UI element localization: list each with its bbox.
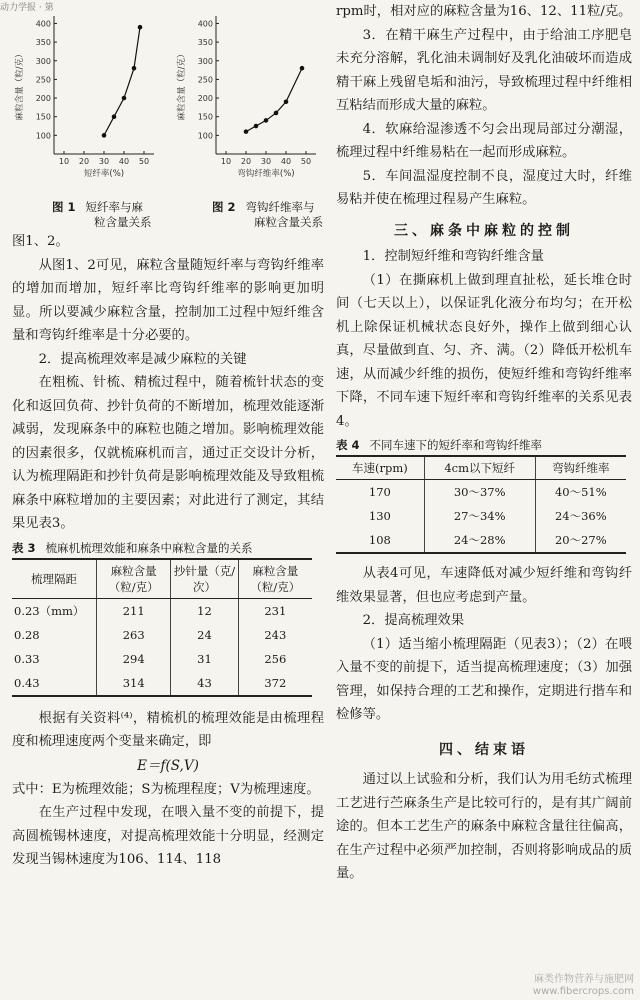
y-tick-label: 400 bbox=[197, 19, 213, 29]
figure-2-chart bbox=[176, 4, 326, 184]
heading-comb-efficiency: 2．提高梳理效率是减少麻粒的关键 bbox=[38, 351, 247, 367]
right-column bbox=[336, 0, 632, 886]
formula: E＝f(S,V) bbox=[137, 757, 199, 774]
data-point bbox=[112, 114, 117, 119]
data-point bbox=[254, 124, 259, 129]
table-4-caption bbox=[336, 437, 632, 453]
table-3-header: 抄针量（克/次） bbox=[171, 559, 238, 599]
figure-2-caption bbox=[212, 200, 323, 230]
paragraph-comb-factors: 在粗梳、针梳、精梳过程中，随着梳针状态的变化和返回负荷、抄针负荷的不断增加，梳理效能逐渐减弱，发现麻条中的麻粒也随之增加。影响梳理效能的因素很多，仅就梳麻机而言，通过正交设计分析，认为梳理隔距和抄针负荷是影响梳理效能及导致粗梳麻条中麻粒增加的主要因素；对此进行了测定，其结果见表3。 bbox=[12, 375, 324, 531]
y-tick-label: 400 bbox=[35, 19, 51, 29]
table-3-header: 麻粒含量（粒/克） bbox=[238, 559, 312, 599]
paragraph-conclusion: 通过以上试验和分析，我们认为用毛纺式梳理工艺进行苎麻条生产是比较可行的，是有其广阔前途的。但本工艺生产的麻条中麻粒含量往往偏高，在生产过程中必须严加控制，否则将影响成品的质量。 bbox=[336, 772, 632, 881]
data-point bbox=[132, 66, 137, 71]
watermark-line1: 麻类作物营养与施肥网 bbox=[534, 974, 634, 985]
table-cell: 27～34% bbox=[424, 504, 535, 528]
series-line bbox=[104, 27, 140, 135]
figure-2-caption-line1: 弯钩纤维率与 bbox=[245, 200, 315, 214]
table-cell: 108 bbox=[336, 528, 424, 553]
y-tick-label: 300 bbox=[197, 56, 213, 66]
x-axis-label: 短纤率(%) bbox=[83, 169, 125, 179]
table-4-header: 车速(rpm) bbox=[336, 456, 424, 480]
x-tick-label: 10 bbox=[220, 157, 232, 166]
figures bbox=[12, 0, 324, 230]
figure-2-number: 图 2 bbox=[212, 200, 236, 214]
table-cell: 20～27% bbox=[535, 528, 626, 553]
table-cell: 130 bbox=[368, 509, 391, 523]
table-cell: 263 bbox=[97, 623, 171, 647]
header-strip: 动力学报 · 第 bbox=[0, 3, 54, 13]
table-4-title: 不同车速下的短纤率和弯钩纤维率 bbox=[369, 438, 543, 452]
y-tick-label: 100 bbox=[35, 131, 51, 141]
table-cell: 314 bbox=[97, 671, 171, 696]
y-tick-label: 200 bbox=[197, 94, 213, 104]
data-point bbox=[244, 129, 249, 134]
table-row bbox=[12, 647, 312, 671]
paragraph-control-measures: （1）在撕麻机上做到理直扯松，延长堆仓时间（七天以上），以保证乳化液分布均匀；在开松机上除保证机械状态良好外，操作上做到细心认真，尽量做到直、匀、齐、满。（2）降低开松机车速，从而减少纤维的损伤，使短纤维和弯钩纤维率下降，不同车速下短纤率和弯钩纤维率的关系见表4。 bbox=[336, 272, 632, 429]
table-4-header: 4cm以下短纤 bbox=[424, 456, 535, 480]
table-row bbox=[336, 504, 626, 528]
x-tick-label: 40 bbox=[118, 157, 130, 166]
paragraph-formula-legend: 式中：E为梳理效能；S为梳理程度；V为梳理速度。 bbox=[12, 781, 320, 797]
table-3 bbox=[12, 558, 312, 697]
section-heading-4: 四、结束语 bbox=[439, 741, 529, 758]
heading-control-fibers: 1．控制短纤维和弯钩纤维含量 bbox=[362, 249, 544, 264]
paragraph-point-3: 3．在精干麻生产过程中，由于给油工序肥皂未充分溶解，乳化油未调制好及乳化油破坏而造成精干麻上残留皂垢和油污，导致梳理过程中纤维相互粘结而形成大量的麻粒。 bbox=[336, 27, 632, 113]
x-tick-label: 40 bbox=[280, 157, 292, 166]
data-point bbox=[122, 96, 127, 101]
y-tick-label: 200 bbox=[35, 94, 51, 104]
table-row bbox=[336, 480, 626, 505]
data-point bbox=[138, 25, 143, 30]
data-point bbox=[274, 111, 279, 116]
figure-1-caption-line1: 短纤率与麻 bbox=[85, 200, 144, 214]
y-tick-label: 150 bbox=[197, 112, 213, 122]
y-tick-label: 350 bbox=[197, 38, 213, 48]
x-tick-label: 50 bbox=[138, 157, 150, 166]
table-cell: 243 bbox=[238, 623, 312, 647]
figure-2-caption-line2: 麻粒含量关系 bbox=[254, 215, 323, 229]
table-row bbox=[12, 623, 312, 647]
paragraph-reference: 根据有关资料⁽⁴⁾，精梳机的梳理效能是由梳理程度和梳理速度两个变量来确定，即 bbox=[12, 710, 324, 749]
x-tick-label: 10 bbox=[58, 157, 70, 166]
table-row bbox=[336, 528, 626, 553]
table-3-title: 梳麻机梳理效能和麻条中麻粒含量的关系 bbox=[45, 540, 253, 555]
y-tick-label: 350 bbox=[35, 38, 51, 48]
table-cell: 256 bbox=[238, 647, 312, 671]
table-3-header: 麻粒含量（粒/克） bbox=[97, 559, 171, 599]
table-cell: 43 bbox=[171, 671, 238, 696]
table-4-header: 弯钩纤维率 bbox=[535, 456, 626, 480]
paragraph-figures-conclusion: 从图1、2可见，麻粒含量随短纤率与弯钩纤维率的增加而增加，短纤率比弯钩纤维率的影响更加明显。所以要减少麻粒含量，控制加工过程中短纤维含量和弯钩纤维率是十分必要的。 bbox=[12, 257, 324, 343]
watermark bbox=[533, 974, 634, 998]
table-3-number: 表 3 bbox=[12, 540, 36, 555]
y-tick-label: 250 bbox=[197, 75, 213, 85]
x-tick-label: 20 bbox=[240, 157, 252, 166]
table-4-number: 表 4 bbox=[336, 438, 360, 452]
paragraph-point-5: 5．车间温湿度控制不良，湿度过大时，纤维易粘并使在梳理过程易产生麻粒。 bbox=[336, 168, 632, 207]
table-cell: 12 bbox=[171, 598, 238, 623]
table-cell: 31 bbox=[171, 647, 238, 671]
y-tick-label: 250 bbox=[35, 75, 51, 85]
figure-1-caption-line2: 粒含量关系 bbox=[94, 215, 152, 229]
x-axis-label: 弯钩纤维率(%) bbox=[237, 169, 295, 179]
table-cell: 40～51% bbox=[535, 480, 626, 505]
data-point bbox=[300, 66, 305, 71]
y-tick-label: 150 bbox=[35, 112, 51, 122]
table-cell: 0.43 bbox=[12, 671, 97, 696]
table-cell: 30～37% bbox=[424, 480, 535, 505]
paragraph-point-4: 4．软麻给湿渗透不匀会出现局部过分潮湿，梳理过程中纤维易粘在一起而形成麻粒。 bbox=[336, 121, 632, 160]
table-cell: 294 bbox=[97, 647, 171, 671]
table-cell: 372 bbox=[238, 671, 312, 696]
data-point bbox=[284, 99, 289, 104]
y-axis-label: 麻粒含量（粒/克） bbox=[177, 49, 187, 121]
paragraph-cylinder-speed: 在生产过程中发现，在喂入量不变的前提下，提高圆梳锡林速度，对提高梳理效能十分明显，经测定发现当锡林速度为106、114、118 bbox=[12, 805, 324, 867]
heading-improve-combing: 2．提高梳理效果 bbox=[362, 613, 465, 628]
table-cell: 0.23（mm） bbox=[14, 603, 85, 618]
paragraph-improve-measures: （1）适当缩小梳理隔距（见表3）；（2）在喂入量不变的前提下，适当提高梳理速度；（3）加强管理，如保持合理的工艺和操作，定期进行揩车和检修等。 bbox=[336, 636, 632, 722]
y-tick-label: 100 bbox=[197, 131, 213, 141]
x-tick-label: 30 bbox=[98, 157, 110, 166]
left-column bbox=[12, 0, 324, 872]
table-4 bbox=[336, 455, 626, 554]
y-axis-label: 麻粒含量（粒/克） bbox=[15, 49, 25, 121]
table-cell: 231 bbox=[238, 598, 312, 623]
figure-1-chart bbox=[14, 4, 164, 184]
table-cell: 0.28 bbox=[14, 627, 40, 642]
table-row bbox=[12, 671, 312, 696]
data-point bbox=[264, 118, 269, 123]
y-tick-label: 300 bbox=[35, 56, 51, 66]
paragraph-table-4-conclusion: 从表4可见，车速降低对减少短纤维和弯钩纤维效果显著，但也应考虑到产量。 bbox=[336, 566, 632, 605]
data-point bbox=[102, 133, 107, 138]
series-line bbox=[246, 68, 302, 131]
section-heading-3: 三、麻条中麻粒的控制 bbox=[394, 222, 574, 239]
table-cell: 0.33 bbox=[14, 651, 40, 666]
x-tick-label: 20 bbox=[78, 157, 90, 166]
figure-reference: 图1、2。 bbox=[12, 234, 69, 249]
table-cell: 211 bbox=[97, 598, 171, 623]
table-cell: 24 bbox=[171, 623, 238, 647]
x-tick-label: 30 bbox=[260, 157, 272, 166]
table-cell: 24～28% bbox=[424, 528, 535, 553]
figure-1-number: 图 1 bbox=[52, 200, 76, 214]
table-3-header: 梳理隔距 bbox=[12, 559, 97, 599]
paragraph-continuation: rpm时，相对应的麻粒含量为16、12、11粒/克。 bbox=[336, 4, 632, 19]
table-3-caption bbox=[12, 540, 324, 556]
table-row bbox=[12, 598, 312, 623]
table-cell: 170 bbox=[368, 485, 391, 499]
watermark-line2: www.fibercrops.com bbox=[532, 986, 634, 997]
x-tick-label: 50 bbox=[300, 157, 312, 166]
figure-1-caption bbox=[52, 200, 152, 230]
table-cell: 24～36% bbox=[535, 504, 626, 528]
